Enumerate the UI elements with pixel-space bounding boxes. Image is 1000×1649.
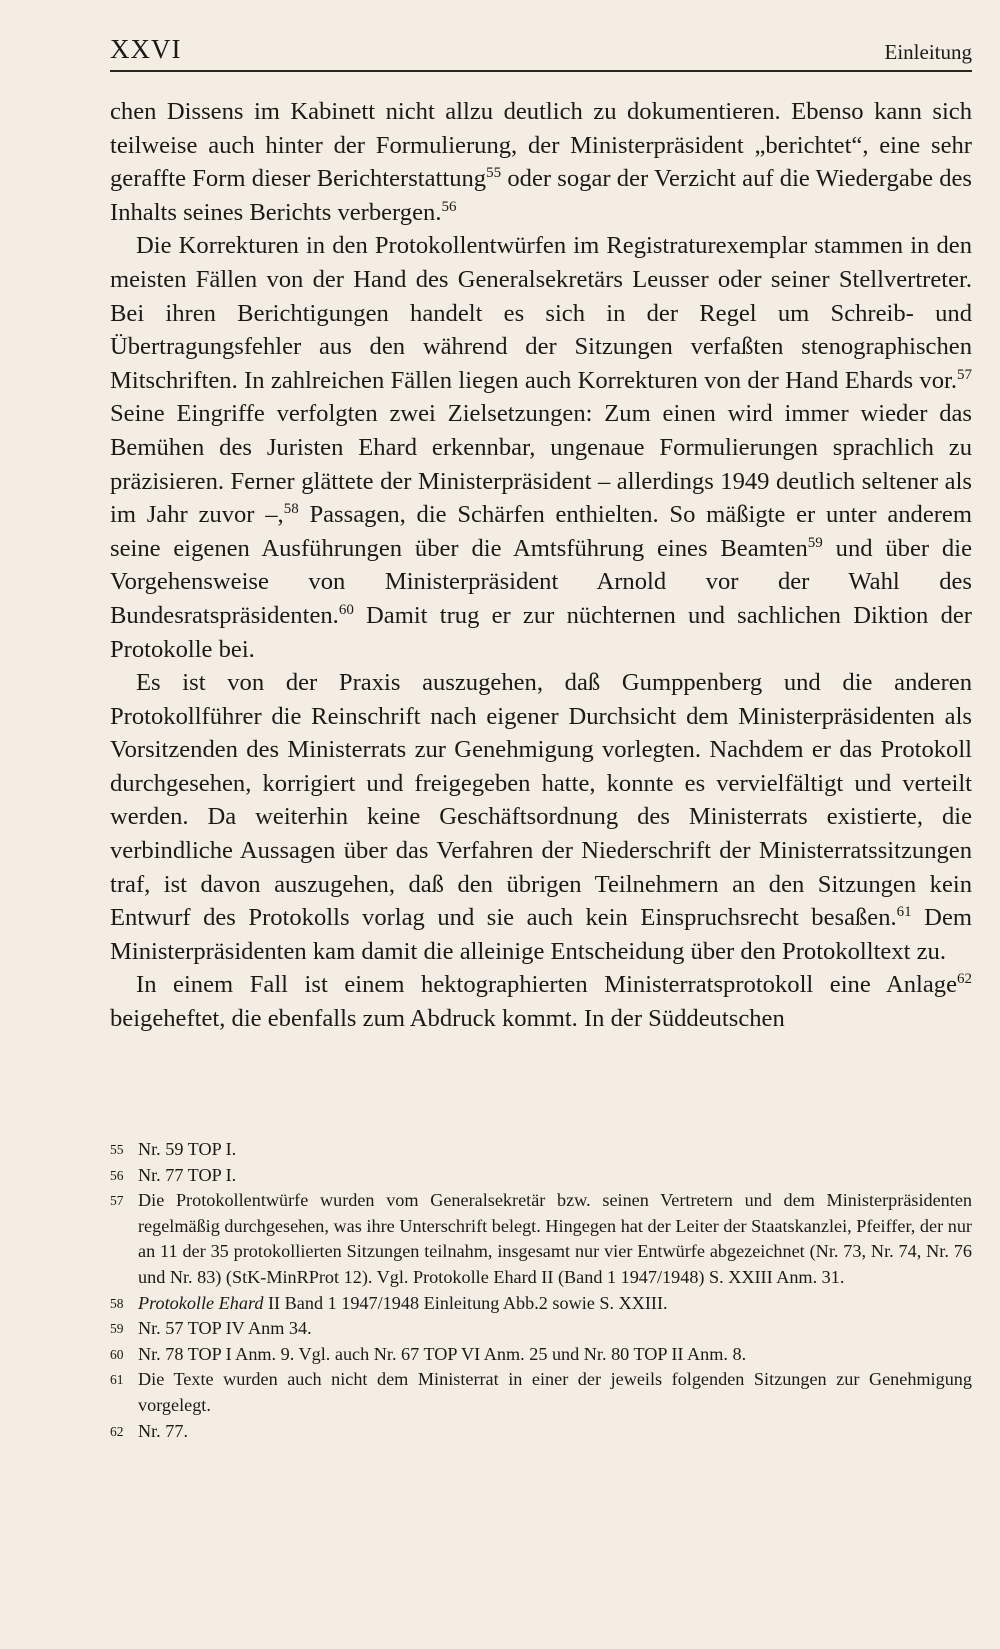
footnote-text <box>138 1190 972 1287</box>
footnote-text <box>138 1293 668 1313</box>
footnote-number: 58 <box>110 1295 124 1311</box>
footnote-reference: 57 <box>957 366 972 383</box>
text-run: Dem Ministerpräsidenten kam damit die alleinige Entscheidung über den Protokolltext zu. <box>110 904 972 965</box>
footnote-number: 61 <box>110 1372 124 1388</box>
footnote <box>110 1342 972 1368</box>
footnote-number: 60 <box>110 1346 124 1362</box>
text-run: Nr. 78 TOP I Anm. 9. Vgl. auch Nr. 67 TOP VI Anm. 25 und Nr. 80 TOP II Anm. 8. <box>138 1343 747 1364</box>
text-run: Nr. 57 TOP IV Anm 34. <box>138 1318 312 1339</box>
footnote <box>110 1291 972 1317</box>
footnote <box>110 1419 972 1445</box>
text-run: oder sogar der Verzicht auf die Wiedergabe des Inhalts seines Berichts verbergen. <box>110 165 973 226</box>
text-run: Die Protokollentwürfe wurden vom Generalsekretär bzw. seinen Vertretern und dem Ministerpräsidenten regelmäßig durchgesehen, was ihre Unterschrift belegt. Hingegen hat der Leiter der Staatskanzlei, Pfeiffer, der nur an 11 der 35 protokollierten Sitzungen teilnahm, insgesamt nur vier Entwürfe abgezeichnet (Nr. 73, Nr. 74, Nr. 76 und Nr. 83) (StK-MinRProt 12). Vgl. Protokolle Ehard II (Band 1 1947/1948) S. XXIII Anm. 31. <box>138 1190 972 1287</box>
footnote-reference: 61 <box>896 904 912 921</box>
footnote-text <box>138 1318 312 1338</box>
main-text <box>110 95 972 1036</box>
running-head: Einleitung <box>884 40 972 64</box>
text-run: chen Dissens im Kabinett nicht allzu deutlich zu dokumentieren. Ebenso kann sich teilweise auch hinter der Formulierung, der Ministerpräsident „berichtet“, eine sehr geraffte Form dieser Berichterstattung <box>110 98 972 193</box>
text-run: Es ist von der Praxis auszugehen, daß Gumppenberg und die anderen Protokollführer die Reinschrift nach eigener Durchsicht dem Ministerpräsidenten als Vorsitzenden des Ministerrats zur Genehmigung vorlegten. Nachdem er das Protokoll durchgesehen, korrigiert und freigegeben hatte, konnte es vervielfältigt und verteilt werden. Da weiterhin keine Geschäftsordnung des Ministerrats existierte, die verbindliche Aussagen über das Verfahren der Niederschrift der Ministerratssitzungen traf, ist davon auszugehen, daß den übrigen Teilnehmern an den Sitzungen kein Entwurf des Protokolls vorlag und sie auch kein Einspruchsrecht besaßen. <box>110 669 972 932</box>
italic-title: Protokolle Ehard <box>138 1292 264 1313</box>
paragraph <box>110 229 972 666</box>
text-run: Nr. 77 TOP I. <box>138 1164 237 1185</box>
text-run: In einem Fall ist einem hektographierten Ministerratsprotokoll eine Anlage <box>136 971 957 999</box>
text-run: Passagen, die Schärfen enthielten. So mäßigte er unter anderem seine eigenen Ausführungen über die Amtsführung eines Beamten <box>110 501 972 562</box>
footnote-text <box>138 1344 746 1364</box>
footnote-reference: 62 <box>957 971 972 988</box>
footnote-reference: 58 <box>283 501 299 518</box>
page-header <box>110 34 972 72</box>
footnote-reference: 59 <box>807 534 823 551</box>
footnote-reference: 56 <box>441 198 457 215</box>
footnote <box>110 1137 972 1163</box>
footnote <box>110 1163 972 1189</box>
text-run: beigeheftet, die ebenfalls zum Abdruck kommt. In der Süddeutschen <box>110 1005 785 1033</box>
text-run: Die Texte wurden auch nicht dem Ministerrat in einer der jeweils folgenden Sitzungen zur Genehmigung vorgelegt. <box>138 1369 972 1415</box>
paragraph <box>110 968 972 1035</box>
text-run: und über die Vorgehensweise von Ministerpräsident Arnold vor der Wahl des Bundesratspräsidenten. <box>110 534 972 629</box>
text-run: Die Korrekturen in den Protokollentwürfen im Registraturexemplar stammen in den meisten Fällen von der Hand des Generalsekretärs Leusser oder seiner Stellvertreter. Bei ihren Berichtigungen handelt es sich in der Regel um Schreib- und Übertragungsfehler aus den während der Sitzungen verfaßten stenographischen Mitschriften. In zahlreichen Fällen liegen auch Korrekturen von der Hand Ehards vor. <box>110 232 972 394</box>
footnote-text <box>138 1139 236 1159</box>
paragraph <box>110 666 972 968</box>
footnote-reference: 55 <box>486 165 502 182</box>
footnote-reference: 60 <box>338 601 354 618</box>
footnote-number: 56 <box>110 1167 124 1183</box>
footnote-text <box>138 1421 188 1441</box>
footnote-number: 57 <box>110 1193 124 1209</box>
footnote-text <box>138 1165 236 1185</box>
text-run: Nr. 59 TOP I. <box>138 1139 237 1159</box>
footnote <box>110 1316 972 1342</box>
footnote-number: 55 <box>110 1142 124 1157</box>
footnote <box>110 1367 972 1418</box>
page-number: XXVI <box>110 34 182 64</box>
footnote-number: 62 <box>110 1423 124 1439</box>
footnote-text <box>138 1369 972 1415</box>
footnotes-section <box>110 1137 972 1444</box>
text-run: II Band 1 1947/1948 Einleitung Abb.2 sowie S. XXIII. <box>263 1292 668 1313</box>
text-run: Nr. 77. <box>138 1420 189 1441</box>
text-run: Seine Eingriffe verfolgten zwei Zielsetzungen: Zum einen wird immer wieder das Bemühen des Juristen Ehard erkennbar, ungenaue Formulierungen sprachlich zu präzisieren. Ferner glättete der Ministerpräsident – allerdings 1949 deutlich seltener als im Jahr zuvor –, <box>110 400 972 529</box>
footnote <box>110 1188 972 1290</box>
paragraph <box>110 95 972 229</box>
text-run: Damit trug er zur nüchternen und sachlichen Diktion der Protokolle bei. <box>110 601 972 663</box>
footnote-number: 59 <box>110 1321 124 1337</box>
